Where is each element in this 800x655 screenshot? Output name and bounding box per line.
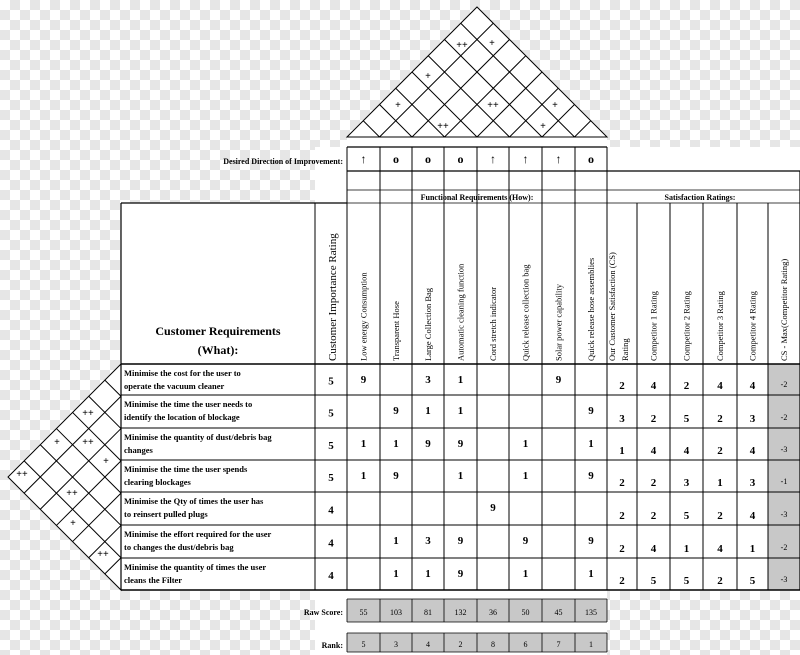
roof-correlation-mark: + [395,100,401,111]
functional-requirement-header: Solar power capability [553,284,564,361]
requirement-text-2: to changes the dust/debris bag [124,542,234,552]
requirement-text-2: to reinsert pulled plugs [124,509,208,519]
rating-value: 2 [650,510,657,522]
rating-value: 2 [683,380,690,392]
raw-score-label: Raw Score: [303,608,343,617]
raw-score-value: 36 [489,608,497,617]
relationship-value: 9 [425,438,431,450]
relationship-value: 1 [588,568,594,580]
gap-value: -3 [780,510,788,519]
direction-symbol: o [588,152,594,166]
functional-requirement-header: Cord stretch indicator [488,286,498,361]
importance-header: Customer Importance Rating [327,233,339,361]
gap-value: -2 [780,543,788,552]
relationship-value: 1 [588,438,594,450]
rank-value: 8 [491,640,495,649]
relationship-value: 1 [393,438,399,450]
rating-value: 4 [650,445,657,457]
relationship-value: 3 [425,374,431,386]
satisfaction-header: CS - Max(Competitor Rating) [779,258,789,361]
left-correlation-mark: ++ [82,408,94,419]
rank-value: 2 [458,640,463,649]
relationship-value: 1 [425,405,431,417]
requirement-text: Minimise the time the user spends [124,464,248,474]
rating-value: 1 [683,543,690,555]
rating-value: 1 [749,543,756,555]
satisfaction-header: Competitor 1 Rating [648,291,659,361]
importance-value: 4 [328,537,334,550]
relationship-value: 3 [425,535,431,547]
rating-value: 2 [650,477,657,489]
roof-correlation-mark: ++ [487,100,499,111]
rating-value: 3 [749,413,756,425]
direction-symbol: ↑ [490,152,496,166]
direction-symbol: o [393,152,399,166]
relationship-value: 9 [457,535,464,547]
raw-score-value: 50 [521,608,530,617]
rank-value: 3 [394,640,398,649]
relationship-value: 1 [393,535,399,547]
roof-base [347,137,607,147]
rating-value: 4 [717,543,723,555]
relationship-value: 9 [457,568,464,580]
rank-value: 7 [556,640,561,649]
functional-requirement-header: Quick release hose assemblies [586,257,596,361]
direction-label: Desired Direction of Improvement: [223,157,343,166]
rating-value: 3 [749,477,756,489]
left-correlation-mark: ++ [97,549,109,560]
rating-value: 5 [749,575,756,587]
relationship-value: 9 [555,374,562,386]
relationship-value: 1 [457,470,464,482]
importance-value: 5 [328,472,334,484]
relationship-value: 1 [522,438,529,450]
gap-value: -3 [780,445,788,454]
direction-symbol: ↑ [360,152,367,166]
left-correlation-mark: + [54,437,60,448]
rating-value: 4 [650,380,657,392]
rank-label: Rank: [321,641,343,650]
requirement-text-2: cleans the Filter [124,575,183,585]
relationship-value: 1 [457,405,464,417]
requirement-text-2: clearing blockages [124,477,191,487]
relationship-value: 9 [360,374,367,386]
rating-value: 5 [683,413,690,425]
rating-value: 2 [717,575,723,587]
rank-value: 5 [361,640,366,649]
relationship-value: 9 [393,470,399,482]
satisfaction-header: Competitor 4 Rating [747,291,758,361]
relationship-value: 1 [425,568,431,580]
relationship-value: 1 [360,438,367,450]
importance-value: 4 [328,504,334,517]
requirement-text: Minimise the effort required for the user [124,529,272,539]
gap-value: -2 [780,413,788,422]
functional-requirements-label: Functional Requirements (How): [420,193,534,202]
left-correlation-mark: ++ [82,437,94,448]
roof-correlation-mark: + [425,71,431,82]
matrix-background [315,147,800,590]
roof-correlation-mark: ++ [456,40,468,51]
satisfaction-header: Competitor 2 Rating [681,291,692,361]
gap-value: -2 [780,380,788,389]
left-correlation-mark: + [103,456,109,467]
requirement-text-2: changes [124,445,153,455]
rating-value: 2 [650,413,657,425]
customer-requirements-label: Customer Requirements [155,324,281,338]
functional-requirement-header: Large Collection Bag [423,287,433,361]
rating-value: 2 [619,575,625,587]
rating-value: 2 [619,510,625,522]
rating-value: 5 [683,575,690,587]
left-correlation-mark: ++ [16,469,28,480]
relationship-value: 9 [393,405,399,417]
relationship-value: 9 [588,470,594,482]
importance-value: 4 [328,570,334,582]
direction-symbol: ↑ [555,152,562,166]
left-correlation-mark: + [70,518,76,529]
rank-value: 1 [589,640,593,649]
rating-value: 4 [717,380,723,392]
direction-symbol: ↑ [522,152,529,166]
requirement-text-2: operate the vacuum cleaner [124,381,225,391]
rating-value: 4 [749,510,756,522]
requirement-text: Minimise the time the user needs to [124,399,253,409]
roof-correlation-mark: ++ [437,121,449,132]
raw-score-value: 132 [454,608,467,617]
importance-value: 5 [328,440,334,452]
relationship-value: 1 [522,568,529,580]
rating-value: 2 [717,413,723,425]
rating-value: 4 [650,543,657,555]
raw-score-value: 103 [390,608,402,617]
relationship-value: 9 [490,502,496,514]
roof-correlation-mark: + [540,121,546,132]
direction-symbol: o [457,152,464,166]
requirement-text: Minimise the cost for the user to [124,368,241,378]
raw-score-value: 45 [554,608,563,617]
rank-value: 4 [426,640,430,649]
customer-requirements-label-2: (What): [197,343,239,357]
rating-value: 4 [749,380,756,392]
relationship-value: 9 [457,438,464,450]
raw-score-value: 135 [585,608,597,617]
satisfaction-header: Our Customer Satisfaction (CS) [607,252,617,361]
rating-value: 5 [650,575,657,587]
relationship-value: 1 [522,470,529,482]
rating-value: 1 [717,477,723,489]
functional-requirement-header: Transparent Hose [391,301,401,361]
raw-score-value: 55 [359,608,368,617]
raw-score-value: 81 [424,608,432,617]
rating-value: 2 [717,445,723,457]
relationship-value: 9 [588,405,594,417]
requirement-text: Minimise the quantity of dust/debris bag [124,432,272,442]
relationship-value: 1 [393,568,399,580]
relationship-value: 9 [588,535,594,547]
rating-value: 4 [749,445,756,457]
functional-requirement-header: Automatic cleaning function [455,263,466,361]
satisfaction-header-2: Rating [620,338,630,361]
relationship-value: 1 [360,470,367,482]
rating-value: 4 [683,445,690,457]
functional-requirement-header: Quick release collection bag [520,264,531,361]
importance-value: 5 [328,375,334,388]
rating-value: 2 [717,510,723,522]
rating-value: 3 [619,413,625,425]
rank-value: 6 [523,640,528,649]
rating-value: 3 [683,477,690,489]
functional-requirement-header: Low energy Consumption [358,272,369,361]
rating-value: 2 [619,477,625,489]
roof-correlation-mark: + [552,100,558,111]
requirement-text: Minimise the quantity of times the user [124,562,267,572]
relationship-value: 1 [457,374,464,386]
relationship-value: 9 [522,535,529,547]
requirement-text: Minimise the Qty of times the user has [124,496,264,506]
gap-value: -3 [780,575,788,584]
satisfaction-ratings-label: Satisfaction Ratings: [664,193,736,202]
rating-value: 2 [619,380,625,392]
satisfaction-header: Competitor 3 Rating [715,291,725,361]
requirement-text-2: identify the location of blockage [124,412,240,422]
rating-value: 1 [619,445,625,457]
importance-value: 5 [328,407,334,420]
gap-value: -1 [780,477,788,486]
rating-value: 2 [619,543,625,555]
rating-value: 5 [683,510,690,522]
left-correlation-mark: ++ [66,488,78,499]
direction-symbol: o [425,152,431,166]
roof-correlation-mark: + [489,38,495,49]
